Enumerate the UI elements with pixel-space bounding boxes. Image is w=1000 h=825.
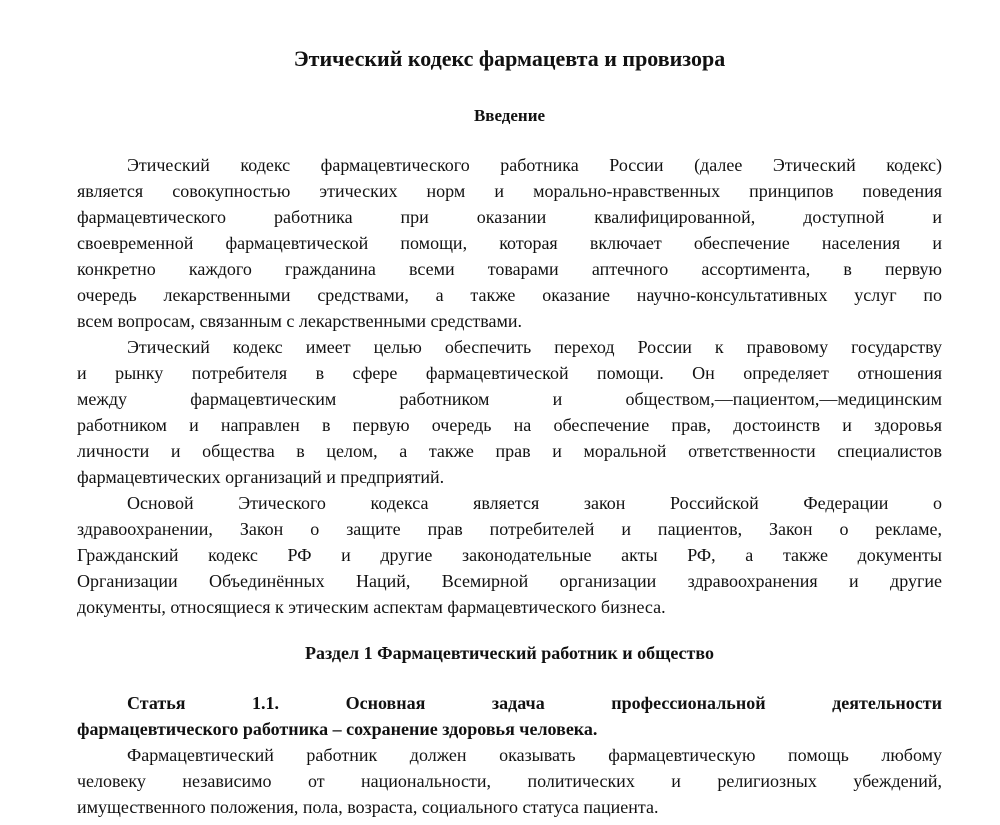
text-line: личности и общества в целом, а также прав и моральной ответственности специалистов: [77, 441, 942, 461]
text-line: человеку независимо от национальности, политических и религиозных убеждений,: [77, 771, 942, 791]
document-title: Этический кодекс фармацевта и провизора: [293, 46, 726, 71]
paragraph-2: [77, 334, 942, 490]
text-line: всем вопросам, связанным с лекарственными средствами.: [77, 311, 522, 331]
text-line: Статья 1.1. Основная задача профессиональной деятельности: [127, 693, 942, 713]
paragraph-3: [77, 490, 942, 620]
text-line: документы, относящиеся к этическим аспектам фармацевтического бизнеса.: [77, 597, 666, 617]
text-line: фармацевтических организаций и предприятий.: [77, 467, 445, 487]
text-line: Организации Объединённых Наций, Всемирной организации здравоохранения и другие: [77, 571, 942, 591]
text-line: Основой Этического кодекса является закон Российской Федерации о: [127, 493, 942, 513]
text-line: имущественного положения, пола, возраста, социального статуса пациента.: [77, 797, 659, 817]
text-line: своевременной фармацевтической помощи, которая включает обеспечение населения и: [77, 233, 942, 253]
text-line: и рынку потребителя в сфере фармацевтической помощи. Он определяет отношения: [77, 363, 942, 383]
intro-heading: Введение: [473, 106, 546, 125]
paragraph-1: [77, 152, 942, 334]
text-line: Фармацевтический работник должен оказывать фармацевтическую помощь любому: [127, 745, 942, 765]
text-line: Этический кодекс фармацевтического работника России (далее Этический кодекс): [127, 155, 942, 175]
text-line: Гражданский кодекс РФ и другие законодательные акты РФ, а также документы: [77, 545, 942, 565]
text-line: между фармацевтическим работником и обществом,—пациентом,—медицинским: [77, 389, 942, 409]
article-paragraph: [77, 742, 942, 820]
section-heading: Раздел 1 Фармацевтический работник и общество: [305, 643, 714, 663]
text-line: является совокупностью этических норм и морально-нравственных принципов поведения: [77, 181, 942, 201]
text-line: очередь лекарственными средствами, а также оказание научно-консультативных услуг по: [77, 285, 942, 305]
text-line: Этический кодекс имеет целью обеспечить переход России к правовому государству: [127, 337, 942, 357]
article-heading: [77, 690, 942, 742]
text-line: здравоохранении, Закон о защите прав потребителей и пациентов, Закон о рекламе,: [77, 519, 942, 539]
text-line: конкретно каждого гражданина всеми товарами аптечного ассортимента, в первую: [77, 259, 942, 279]
text-line: фармацевтического работника при оказании квалифицированной, доступной и: [77, 207, 942, 227]
text-line: фармацевтического работника – сохранение здоровья человека.: [77, 719, 598, 739]
text-line: работником и направлен в первую очередь на обеспечение прав, достоинств и здоровья: [77, 415, 942, 435]
